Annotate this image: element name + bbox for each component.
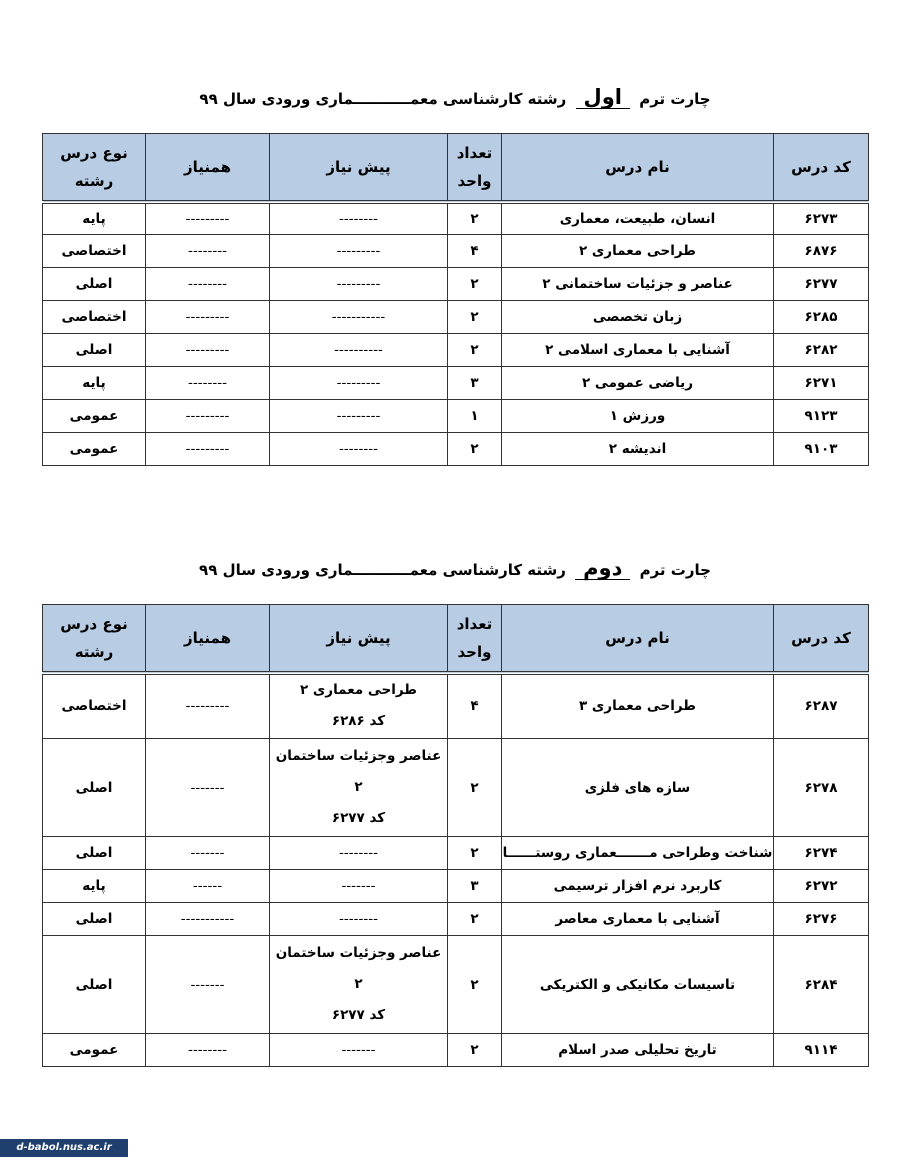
course-code-text: ۶۲۸۷ <box>804 698 838 715</box>
course-type-text: اختصاصی <box>61 309 127 325</box>
corequisite-cell <box>146 870 270 903</box>
course-name-text: شناخت وطراحی مـــــــعماری روستــــــا <box>502 845 773 861</box>
course-code-cell <box>774 202 869 235</box>
table-row <box>43 202 869 235</box>
course-name-cell <box>502 739 774 837</box>
prerequisite-cell <box>270 400 448 433</box>
course-name-text: زبان تخصصی <box>592 309 683 325</box>
units-text: ۳ <box>470 878 479 894</box>
course-code-cell <box>774 268 869 301</box>
prerequisite-line: --------- <box>336 276 381 292</box>
term2-title-prefix: چارت ترم <box>639 561 711 579</box>
course-name-cell <box>502 202 774 235</box>
course-type-cell <box>43 334 146 367</box>
course-name-text: تاریخ تحلیلی صدر اسلام <box>558 1042 717 1058</box>
prerequisite-line: --------- <box>336 408 381 424</box>
course-type-cell <box>43 433 146 466</box>
course-name-text: ورزش ۱ <box>609 408 666 424</box>
corequisite-cell <box>146 202 270 235</box>
course-name-text: کاربرد نرم افزار ترسیمی <box>553 878 722 894</box>
prerequisite-cell <box>270 235 448 268</box>
prerequisite-cell <box>270 837 448 870</box>
course-name-cell <box>502 433 774 466</box>
header-units: تعداد واحد <box>448 605 502 673</box>
header-type: نوع درس رشته <box>43 605 146 673</box>
units-cell <box>448 268 502 301</box>
corequisite-cell <box>146 673 270 739</box>
term2-title <box>42 557 868 580</box>
course-type-text: پایه <box>82 375 106 391</box>
course-name-text: آشنایی با معماری اسلامی ۲ <box>545 342 730 358</box>
course-code-cell <box>774 837 869 870</box>
course-name-cell <box>502 837 774 870</box>
prerequisite-cell <box>270 202 448 235</box>
course-code-cell <box>774 334 869 367</box>
course-name-cell <box>502 903 774 936</box>
corequisite-cell <box>146 400 270 433</box>
course-name-cell <box>502 1034 774 1067</box>
corequisite-text: --------- <box>185 408 230 424</box>
units-cell <box>448 334 502 367</box>
course-name-text: ریاضی عمومی ۲ <box>581 375 694 391</box>
course-name-text: عناصر و جزئیات ساختمانی ۲ <box>542 276 733 292</box>
header-units: تعداد واحد <box>448 134 502 202</box>
corequisite-cell <box>146 1034 270 1067</box>
corequisite-text: ------- <box>190 779 225 796</box>
corequisite-text: -------- <box>188 1042 227 1058</box>
corequisite-text: ------- <box>190 976 225 993</box>
units-cell <box>448 903 502 936</box>
table-row <box>43 334 869 367</box>
prerequisite-line: کد ۶۲۷۷ <box>331 1007 386 1023</box>
course-type-text: عمومی <box>69 408 119 424</box>
term1-title-suffix: رشته کارشناسی معمـــــــــــماری ورودی سال ۹۹ <box>199 90 567 108</box>
prerequisite-cell <box>270 673 448 739</box>
course-code-text: ۹۱۲۳ <box>804 408 838 424</box>
corequisite-text: ------- <box>190 845 225 861</box>
units-cell <box>448 936 502 1034</box>
course-type-cell <box>43 367 146 400</box>
course-name-text: آشنایی با معماری معاصر <box>555 911 720 927</box>
table-row <box>43 268 869 301</box>
corequisite-cell <box>146 936 270 1034</box>
course-name-cell <box>502 235 774 268</box>
course-name-text: اندیشه ۲ <box>608 441 667 457</box>
units-text: ۲ <box>470 1042 479 1058</box>
term1-title <box>42 86 868 109</box>
prerequisite-line: -------- <box>339 845 378 861</box>
units-text: ۲ <box>470 276 479 292</box>
course-name-cell <box>502 870 774 903</box>
course-type-cell <box>43 936 146 1034</box>
course-type-cell <box>43 235 146 268</box>
units-text: ۲ <box>470 342 479 358</box>
prerequisite-line: ۲ <box>354 976 363 992</box>
course-type-cell <box>43 903 146 936</box>
units-text: ۳ <box>470 375 479 391</box>
course-code-text: ۶۲۷۸ <box>804 779 838 796</box>
header-name: نام درس <box>502 605 774 673</box>
units-text: ۲ <box>470 779 479 796</box>
header-prereq: پیش نیاز <box>270 134 448 202</box>
prerequisite-cell <box>270 870 448 903</box>
term2-title-suffix: رشته کارشناسی معمـــــــــــماری ورودی سال ۹۹ <box>199 561 566 579</box>
corequisite-text: --------- <box>185 698 230 715</box>
course-type-text: عمومی <box>69 441 119 457</box>
prerequisite-cell <box>270 334 448 367</box>
course-code-cell <box>774 235 869 268</box>
prerequisite-line: -------- <box>339 441 378 457</box>
corequisite-cell <box>146 433 270 466</box>
course-code-text: ۹۱۰۳ <box>804 441 838 457</box>
prerequisite-line: --------- <box>336 243 381 259</box>
prerequisite-line: عناصر وجزئیات ساختمان <box>275 945 442 961</box>
course-type-text: اختصاصی <box>61 243 127 259</box>
prerequisite-line: عناصر وجزئیات ساختمان <box>275 748 442 764</box>
term1-title-prefix: چارت ترم <box>639 90 711 108</box>
corequisite-cell <box>146 235 270 268</box>
prerequisite-line: -------- <box>339 911 378 927</box>
units-cell <box>448 202 502 235</box>
course-type-cell <box>43 870 146 903</box>
term2-table <box>42 604 869 1067</box>
corequisite-text: -------- <box>188 375 227 391</box>
course-type-cell <box>43 1034 146 1067</box>
course-code-text: ۶۲۷۲ <box>804 878 838 894</box>
units-cell <box>448 400 502 433</box>
prerequisite-line: ------- <box>341 1042 376 1058</box>
course-code-text: ۹۱۱۴ <box>804 1042 838 1058</box>
units-cell <box>448 1034 502 1067</box>
corequisite-text: --------- <box>185 441 230 457</box>
prerequisite-line: ----------- <box>331 309 386 325</box>
course-code-text: ۶۲۸۲ <box>804 342 838 358</box>
units-cell <box>448 739 502 837</box>
course-type-cell <box>43 301 146 334</box>
prerequisite-line: طراحی معماری ۲ <box>299 682 418 699</box>
units-text: ۲ <box>470 976 479 993</box>
site-url-badge: d-babol.nus.ac.ir <box>0 1139 128 1157</box>
corequisite-cell <box>146 301 270 334</box>
corequisite-cell <box>146 903 270 936</box>
course-code-cell <box>774 870 869 903</box>
term1-table <box>42 133 869 466</box>
prerequisite-line: -------- <box>339 210 378 227</box>
course-type-cell <box>43 739 146 837</box>
corequisite-text: --------- <box>185 309 230 325</box>
corequisite-text: -------- <box>188 243 227 259</box>
table-row <box>43 301 869 334</box>
term2-term-name: دوم <box>575 557 630 580</box>
course-code-cell <box>774 739 869 837</box>
course-code-cell <box>774 936 869 1034</box>
units-text: ۲ <box>470 309 479 325</box>
units-cell <box>448 870 502 903</box>
header-coreq: همنیاز <box>146 134 270 202</box>
table-row <box>43 673 869 739</box>
course-type-cell <box>43 673 146 739</box>
course-code-text: ۶۲۷۱ <box>804 375 838 391</box>
header-type: نوع درس رشته <box>43 134 146 202</box>
table-row <box>43 837 869 870</box>
corequisite-cell <box>146 334 270 367</box>
table-row <box>43 367 869 400</box>
course-type-text: عمومی <box>69 1042 119 1058</box>
table-row <box>43 903 869 936</box>
header-name: نام درس <box>502 134 774 202</box>
course-code-text: ۶۲۷۶ <box>804 911 838 927</box>
course-type-text: پایه <box>82 210 106 227</box>
course-name-cell <box>502 400 774 433</box>
term1-term-name: اول <box>576 86 630 109</box>
prerequisite-line: --------- <box>336 375 381 391</box>
prerequisite-cell <box>270 1034 448 1067</box>
units-text: ۴ <box>470 698 479 715</box>
course-code-cell <box>774 367 869 400</box>
course-code-cell <box>774 903 869 936</box>
prerequisite-line: کد ۶۲۸۶ <box>331 713 386 730</box>
course-code-cell <box>774 301 869 334</box>
header-code: کد درس <box>774 605 869 673</box>
corequisite-text: --------- <box>185 210 230 227</box>
units-cell <box>448 433 502 466</box>
course-type-cell <box>43 837 146 870</box>
course-type-text: اصلی <box>75 779 113 796</box>
course-type-cell <box>43 400 146 433</box>
course-name-cell <box>502 334 774 367</box>
course-code-cell <box>774 400 869 433</box>
course-name-cell <box>502 673 774 739</box>
prerequisite-cell <box>270 433 448 466</box>
course-name-text: سازه های فلزی <box>584 779 691 796</box>
prerequisite-cell <box>270 367 448 400</box>
units-text: ۲ <box>470 911 479 927</box>
course-name-cell <box>502 936 774 1034</box>
prerequisite-line: کد ۶۲۷۷ <box>331 810 386 826</box>
header-coreq: همنیاز <box>146 605 270 673</box>
course-code-cell <box>774 1034 869 1067</box>
course-code-text: ۶۲۷۴ <box>804 845 838 861</box>
course-type-text: اصلی <box>75 911 113 927</box>
course-type-text: اختصاصی <box>61 698 127 715</box>
course-code-cell <box>774 433 869 466</box>
course-type-cell <box>43 268 146 301</box>
units-cell <box>448 301 502 334</box>
corequisite-text: ------ <box>192 878 223 894</box>
prerequisite-line: ------- <box>341 878 376 894</box>
course-code-text: ۶۸۷۶ <box>804 243 838 259</box>
course-name-cell <box>502 301 774 334</box>
course-type-text: اصلی <box>75 276 113 292</box>
prerequisite-cell <box>270 268 448 301</box>
course-name-cell <box>502 367 774 400</box>
table-row <box>43 433 869 466</box>
table-row <box>43 870 869 903</box>
term1-body <box>43 202 869 466</box>
term2-body <box>43 673 869 1067</box>
corequisite-text: --------- <box>185 342 230 358</box>
units-text: ۲ <box>470 210 479 227</box>
course-type-text: اصلی <box>75 976 113 993</box>
units-text: ۱ <box>470 408 479 424</box>
table-row <box>43 400 869 433</box>
prerequisite-cell <box>270 936 448 1034</box>
units-text: ۲ <box>470 441 479 457</box>
course-code-text: ۶۲۸۴ <box>804 976 838 993</box>
course-type-text: اصلی <box>75 342 113 358</box>
table-row <box>43 739 869 837</box>
course-name-text: طراحی معماری ۲ <box>578 243 697 259</box>
table-row <box>43 936 869 1034</box>
course-code-text: ۶۲۸۵ <box>804 309 838 325</box>
table-row <box>43 1034 869 1067</box>
course-code-cell <box>774 673 869 739</box>
table-row <box>43 235 869 268</box>
units-text: ۴ <box>470 243 479 259</box>
course-name-text: انسان، طبیعت، معماری <box>559 210 716 227</box>
course-type-cell <box>43 202 146 235</box>
prerequisite-cell <box>270 903 448 936</box>
units-cell <box>448 837 502 870</box>
corequisite-cell <box>146 739 270 837</box>
header-prereq: پیش نیاز <box>270 605 448 673</box>
course-name-cell <box>502 268 774 301</box>
units-cell <box>448 673 502 739</box>
corequisite-cell <box>146 367 270 400</box>
prerequisite-line: ---------- <box>334 342 383 358</box>
header-code: کد درس <box>774 134 869 202</box>
course-code-text: ۶۲۷۷ <box>804 276 838 292</box>
corequisite-cell <box>146 837 270 870</box>
course-code-text: ۶۲۷۳ <box>804 210 838 227</box>
units-text: ۲ <box>470 845 479 861</box>
corequisite-text: -------- <box>188 276 227 292</box>
course-name-text: طراحی معماری ۳ <box>578 698 697 715</box>
units-cell <box>448 367 502 400</box>
prerequisite-cell <box>270 301 448 334</box>
corequisite-cell <box>146 268 270 301</box>
course-name-text: تاسیسات مکانیکی و الکتریکی <box>539 976 736 993</box>
prerequisite-cell <box>270 739 448 837</box>
prerequisite-line: ۲ <box>354 779 363 795</box>
course-type-text: پایه <box>82 878 106 894</box>
course-type-text: اصلی <box>75 845 113 861</box>
units-cell <box>448 235 502 268</box>
corequisite-text: ----------- <box>180 911 235 927</box>
